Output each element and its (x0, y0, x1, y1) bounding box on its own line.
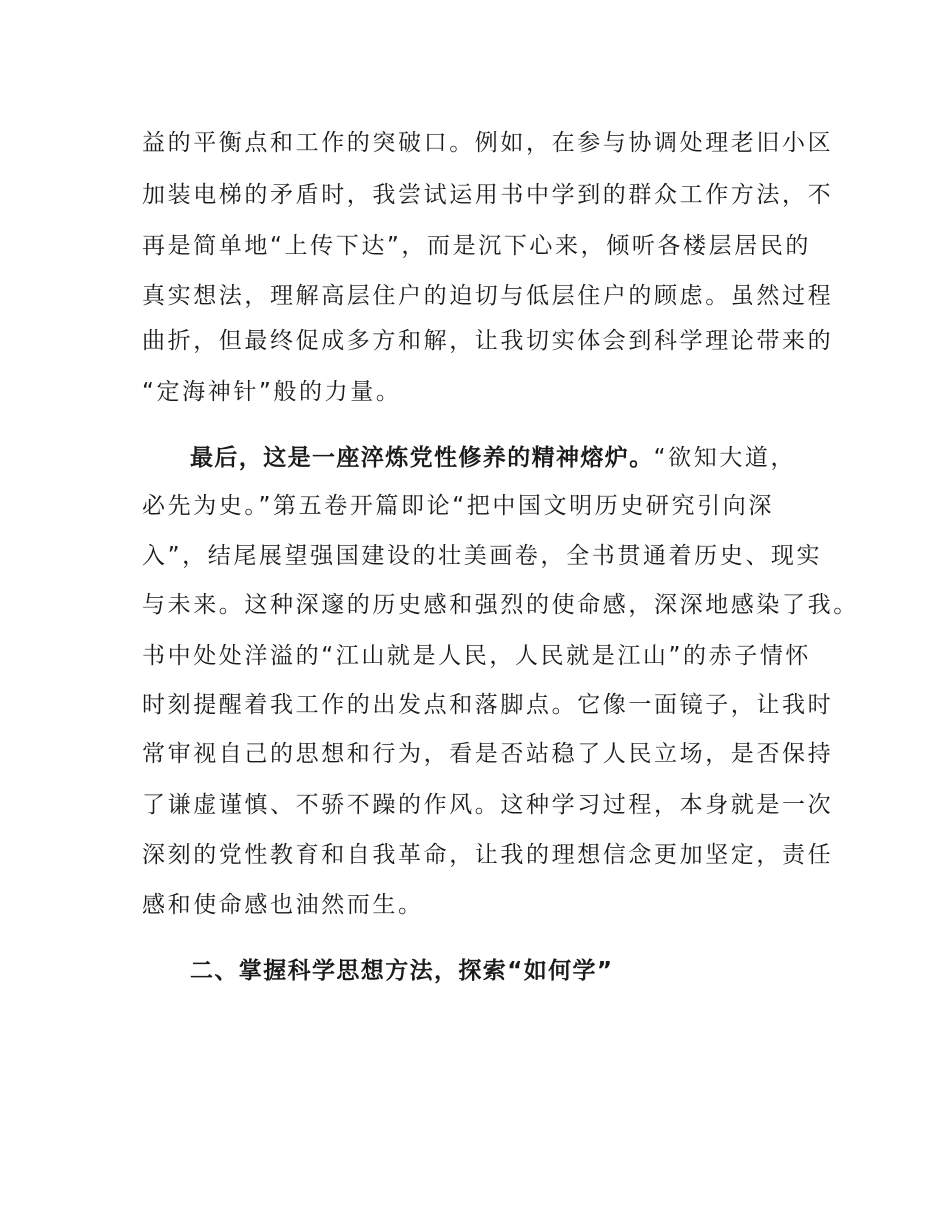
paragraph-2-line-7: 常审视自己的思想和行为，看是否站稳了人民立场，是否保持 (142, 741, 834, 767)
paragraph-1-line-3: 再是简单地“上传下达”，而是沉下心来，倾听各楼层居民的 (142, 233, 812, 259)
paragraph-2-line-8: 了谦虚谨慎、不骄不躁的作风。这种学习过程，本身就是一次 (142, 792, 834, 818)
paragraph-1-line-4: 真实想法，理解高层住户的迫切与低层住户的顾虑。虽然过程 (142, 283, 834, 309)
paragraph-1-line-2: 加装电梯的矛盾时，我尝试运用书中学到的群众工作方法，不 (142, 182, 834, 208)
paragraph-1-line-6: “定海神针”般的力量。 (142, 379, 402, 405)
paragraph-2-line-1 (190, 443, 796, 473)
paragraph-2-heading: 最后，这是一座淬炼党性修养的精神熔炉。 (190, 445, 654, 471)
paragraph-2-line-2: 必先为史。”第五卷开篇即论“把中国文明历史研究引向深 (142, 493, 774, 519)
paragraph-1-line-1: 益的平衡点和工作的突破口。例如，在参与协调处理老旧小区 (142, 130, 834, 156)
paragraph-2-line-3: 入”，结尾展望强国建设的壮美画卷，全书贯通着历史、现实 (142, 543, 823, 569)
paragraph-2-line-5: 书中处处洋溢的“江山就是人民，人民就是江山”的赤子情怀 (142, 643, 812, 669)
paragraph-2-quote-start: “欲知大道， (653, 445, 797, 471)
paragraph-2-line-9: 深刻的党性教育和自我革命，让我的理想信念更加坚定，责任 (142, 842, 834, 868)
paragraph-1-line-5: 曲折，但最终促成多方和解，让我切实体会到科学理论带来的 (142, 328, 834, 354)
paragraph-2-line-10: 感和使命感也油然而生。 (142, 892, 424, 918)
section-heading: 二、掌握科学思想方法，探索“如何学” (190, 958, 614, 984)
paragraph-2-line-4: 与未来。这种深邃的历史感和强烈的使命感，深深地感染了我。 (142, 592, 859, 618)
paragraph-2-line-6: 时刻提醒着我工作的出发点和落脚点。它像一面镜子，让我时 (142, 692, 834, 718)
